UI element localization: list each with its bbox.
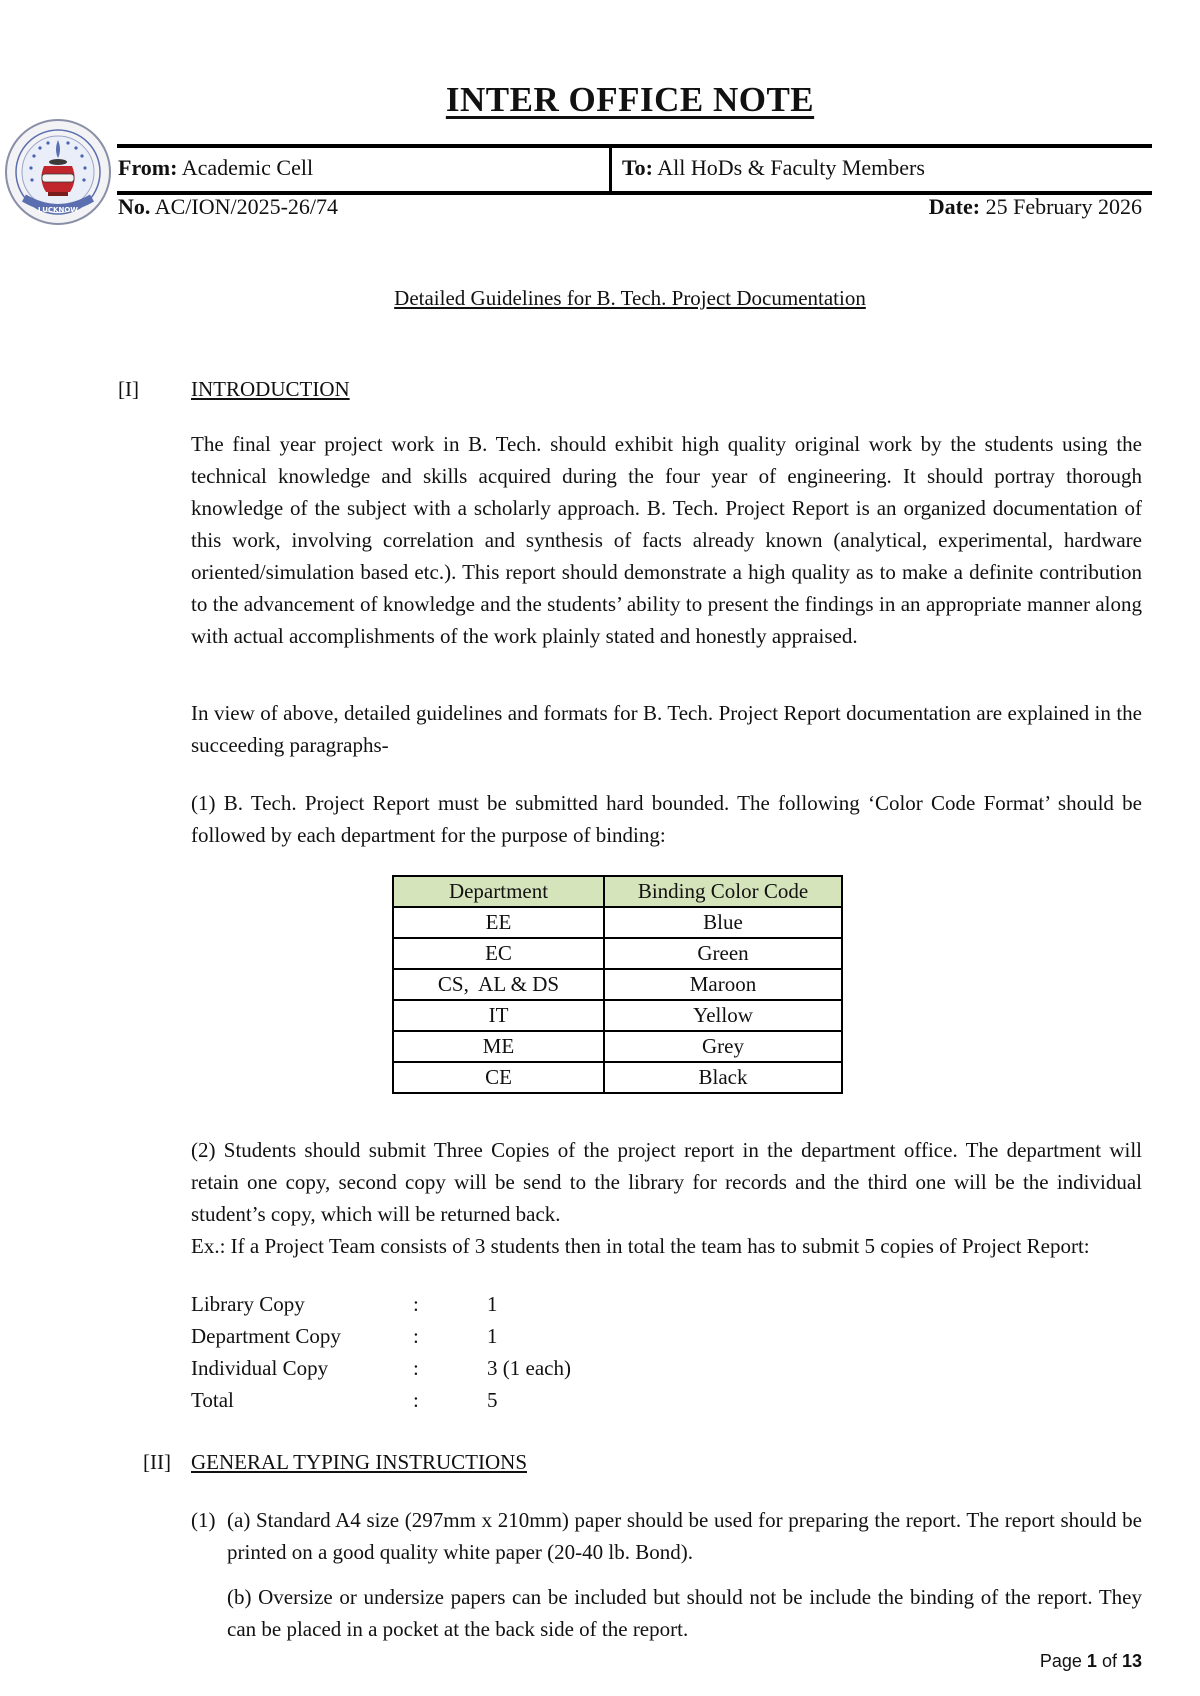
table-header-color: Binding Color Code <box>604 876 842 907</box>
table-row <box>393 969 842 1000</box>
page-footer <box>1040 1651 1142 1672</box>
table-cell-color: Maroon <box>604 969 842 1000</box>
binding-color-table <box>392 875 843 1094</box>
intro-followup-paragraph: In view of above, detailed guidelines and formats for B. Tech. Project Report documentation are explained in the succeeding paragraphs- <box>191 701 1142 757</box>
list-item <box>191 1320 571 1352</box>
table-cell-department: ME <box>393 1031 604 1062</box>
example-paragraph: Ex.: If a Project Team consists of 3 students then in total the team has to submit 5 copies of Project Report: <box>191 1234 1090 1258</box>
copy-value: 1 <box>487 1324 498 1348</box>
section-2-title: GENERAL TYPING INSTRUCTIONS <box>191 1450 527 1474</box>
table-cell-department: CE <box>393 1062 604 1093</box>
table-cell-color: Grey <box>604 1031 842 1062</box>
copy-label: Individual Copy <box>191 1356 329 1380</box>
table-row <box>393 1000 842 1031</box>
no-value: AC/ION/2025-26/74 <box>154 194 339 219</box>
copy-label: Total <box>191 1388 234 1412</box>
item-1b-paragraph: (b) Oversize or undersize papers can be included but should not be include the binding of the report. They can be placed in a pocket at the back side of the report. <box>227 1585 1142 1641</box>
copy-value: 3 (1 each) <box>487 1356 571 1380</box>
document-title: INTER OFFICE NOTE <box>445 80 815 119</box>
to-value: All HoDs & Faculty Members <box>657 155 925 180</box>
table-cell-color: Yellow <box>604 1000 842 1031</box>
table-cell-department: CS, AL & DS <box>393 969 604 1000</box>
list-item <box>191 1352 571 1384</box>
table-cell-department: EC <box>393 938 604 969</box>
svg-text:LUCKNOW: LUCKNOW <box>38 206 78 214</box>
table-row <box>393 938 842 969</box>
no-label: No. <box>118 194 151 219</box>
copies-list <box>191 1288 571 1416</box>
section-1-title: INTRODUCTION <box>191 377 350 401</box>
list-item <box>191 1288 571 1320</box>
to-field <box>622 155 925 181</box>
copy-label: Library Copy <box>191 1292 305 1316</box>
from-field <box>118 155 313 181</box>
reference-number <box>118 194 338 220</box>
copy-label: Department Copy <box>191 1324 341 1348</box>
of-word: of <box>1101 1651 1117 1671</box>
table-cell-color: Black <box>604 1062 842 1093</box>
page-number: 1 <box>1086 1651 1097 1671</box>
section-2-number: [II] <box>143 1450 171 1474</box>
header-top-rule <box>117 144 1152 148</box>
list-item <box>191 1384 571 1416</box>
date-label: Date: <box>928 194 981 219</box>
table-cell-department: IT <box>393 1000 604 1031</box>
college-emblem-icon <box>4 118 112 226</box>
table-cell-department: EE <box>393 907 604 938</box>
copies-paragraph: (2) Students should submit Three Copies of the project report in the department office. The department will retain one copy, second copy will be send to the library for records and the third one will be the individual student’s copy, which will be returned back. <box>191 1138 1142 1226</box>
from-label: From: <box>118 155 178 180</box>
to-label: To: <box>622 155 653 180</box>
color-code-paragraph: (1) B. Tech. Project Report must be submitted hard bounded. The following ‘Color Code Format’ should be followed by each department for the purpose of binding: <box>191 791 1142 847</box>
table-header-department: Department <box>393 876 604 907</box>
table-row <box>393 907 842 938</box>
section-1-number: [I] <box>118 377 139 401</box>
copy-value: 1 <box>487 1292 498 1316</box>
item-1-number: (1) <box>191 1508 216 1532</box>
copy-separator: : <box>413 1324 419 1348</box>
header-divider <box>609 144 612 195</box>
table-cell-color: Blue <box>604 907 842 938</box>
copy-separator: : <box>413 1356 419 1380</box>
table-row <box>393 1031 842 1062</box>
copy-separator: : <box>413 1292 419 1316</box>
page-word: Page <box>1039 1651 1082 1671</box>
table-header-row <box>393 876 842 907</box>
date-value: 25 February 2026 <box>985 194 1142 219</box>
copy-value: 5 <box>487 1388 498 1412</box>
from-value: Academic Cell <box>181 155 314 180</box>
table-row <box>393 1062 842 1093</box>
page-total: 13 <box>1121 1651 1142 1671</box>
item-1a-paragraph: (a) Standard A4 size (297mm x 210mm) paper should be used for preparing the report. The report should be printed on a good quality white paper (20-40 lb. Bond). <box>227 1508 1142 1564</box>
copy-separator: : <box>413 1388 419 1412</box>
subject-line: Detailed Guidelines for B. Tech. Project Documentation <box>394 286 866 310</box>
date-field <box>929 194 1142 220</box>
table-cell-color: Green <box>604 938 842 969</box>
intro-paragraph: The final year project work in B. Tech. should exhibit high quality original work by the students using the technical knowledge and skills acquired during the four year of engineering. It should portray thorough knowledge of the subject with a scholarly approach. B. Tech. Project Report is an organized documentation of this work, involving correlation and synthesis of facts already known (analytical, experimental, hardware oriented/simulation based etc.). This report should demonstrate a high quality as to make a definite contribution to the advancement of knowledge and the students’ ability to present the findings in an appropriate manner along with actual accomplishments of the work plainly stated and honestly appraised. <box>191 432 1142 648</box>
